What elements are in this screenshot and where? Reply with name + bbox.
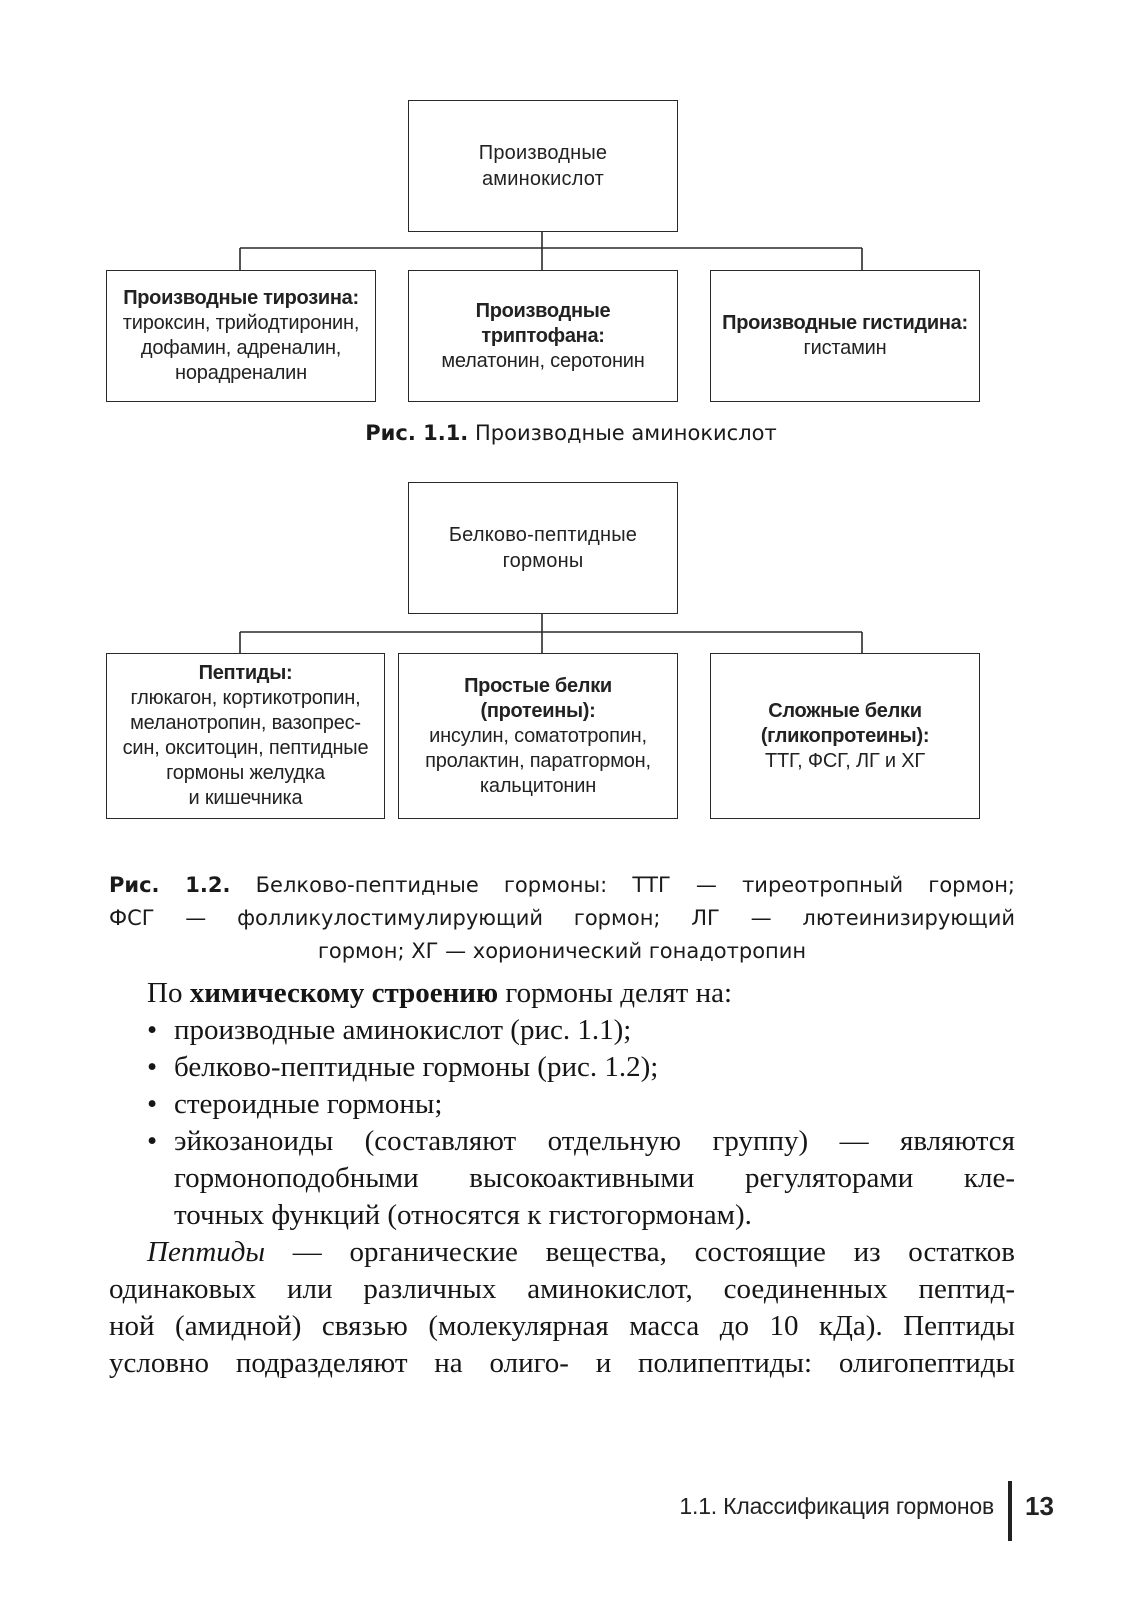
page-footer bbox=[0, 1481, 1142, 1541]
para-line-2: одинаковых или различных аминокислот, соединенных пептид- bbox=[109, 1273, 1015, 1305]
bullet-text-2: белково-пептидные гормоны (рис. 1.2); bbox=[174, 1051, 659, 1083]
bullet-text-3: стероидные гормоны; bbox=[174, 1088, 443, 1120]
para-italic-term: Пептиды bbox=[147, 1236, 266, 1268]
figure2-caption-label: Рис. 1.2. bbox=[109, 873, 231, 897]
complex-proteins-line1: ТТГ, ФСГ, ЛГ и ХГ bbox=[764, 749, 926, 772]
para-line-1-rest: — органические вещества, состоящие из остатков bbox=[265, 1236, 1015, 1268]
bullet-dot-icon: • bbox=[147, 1088, 158, 1120]
peptides-line3: син, окситоцин, пептидные bbox=[122, 737, 369, 759]
figure2-root-line2: гормоны bbox=[502, 550, 584, 572]
histidine-heading: Производные гистидина: bbox=[722, 312, 968, 334]
figure2-complex-proteins-box bbox=[710, 653, 980, 819]
bullet-item-4 bbox=[109, 1123, 1015, 1160]
figure2-root-line1: Белково-пептидные bbox=[448, 524, 638, 546]
tyrosine-line1: тироксин, трийодтиронин, bbox=[122, 312, 360, 334]
page-number: 13 bbox=[1025, 1491, 1054, 1521]
figure2-caption-line2: ФСГ — фолликулостимулирующий гормон; ЛГ — лютеинизирующий bbox=[109, 906, 1015, 930]
figure2-caption-text1: Белково-пептидные гормоны: ТТГ — тиреотропный гормон; bbox=[230, 873, 1015, 897]
figure1-root-line1: Производные bbox=[478, 142, 608, 164]
figure1-root-line2: аминокислот bbox=[481, 168, 605, 190]
figure1-caption-text: Производные аминокислот bbox=[468, 421, 777, 445]
tryptophan-heading: Производные триптофана: bbox=[475, 299, 611, 347]
bullet-item-2 bbox=[109, 1049, 1015, 1086]
complex-proteins-heading: Сложные белки bbox=[768, 699, 922, 722]
intro-line bbox=[109, 975, 1015, 1012]
simple-proteins-line3: кальцитонин bbox=[479, 774, 597, 797]
tyrosine-heading: Производные тирозина: bbox=[123, 287, 359, 309]
running-section-title: 1.1. Классификация гормонов bbox=[679, 1493, 994, 1519]
bullet-text-4: эйкозаноиды (составляют отдельную группу) — являются bbox=[174, 1125, 1015, 1157]
histidine-line1: гистамин bbox=[803, 337, 887, 359]
bullet-dot-icon: • bbox=[147, 1014, 158, 1046]
peptides-line1: глюкагон, кортикотропин, bbox=[130, 687, 361, 709]
figure2-simple-proteins-box bbox=[398, 653, 678, 819]
simple-proteins-line2: пролактин, паратгормон, bbox=[425, 749, 651, 772]
tryptophan-line1: мелатонин, серотонин bbox=[441, 349, 645, 372]
bullet-item-1 bbox=[109, 1012, 1015, 1049]
tyrosine-line2: дофамин, адреналин, bbox=[140, 337, 342, 359]
bullet-text-1: производные аминокислот (рис. 1.1); bbox=[174, 1014, 632, 1046]
bullet-item-3 bbox=[109, 1086, 1015, 1123]
body-text bbox=[109, 975, 1015, 1382]
bullet-dot-icon: • bbox=[147, 1051, 158, 1083]
figure1-caption-label: Рис. 1.1. bbox=[365, 421, 469, 445]
complex-proteins-heading2: (гликопротеины): bbox=[760, 724, 930, 747]
para-line-1 bbox=[109, 1234, 1015, 1271]
bullet-4-continuation-1: гормоноподобными высокоактивными регуляторами кле- bbox=[174, 1162, 1015, 1194]
intro-pre: По bbox=[147, 977, 190, 1009]
para-line-4: условно подразделяют на олиго- и полипептиды: олигопептиды bbox=[109, 1347, 1015, 1379]
figure2-root-box bbox=[408, 482, 678, 614]
bullet-4-continuation-2: точных функций (относятся к гистогормонам). bbox=[174, 1199, 752, 1231]
para-line-3: ной (амидной) связью (молекулярная масса до 10 кДа). Пептиды bbox=[109, 1310, 1015, 1342]
intro-post: гормоны делят на: bbox=[498, 977, 733, 1009]
footer-divider bbox=[1008, 1481, 1012, 1541]
intro-bold: химическому строению bbox=[189, 977, 499, 1009]
peptides-line5: и кишечника bbox=[188, 787, 303, 809]
bullet-dot-icon: • bbox=[147, 1125, 158, 1157]
peptides-line4: гормоны желудка bbox=[166, 762, 325, 784]
figure2-caption-line3: гормон; ХГ — хорионический гонадотропин bbox=[317, 939, 807, 963]
simple-proteins-line1: инсулин, соматотропин, bbox=[429, 724, 647, 747]
peptides-heading: Пептиды: bbox=[198, 662, 293, 684]
figure2-peptides-box bbox=[106, 653, 385, 819]
figure2-caption bbox=[109, 869, 1015, 968]
simple-proteins-heading: Простые белки (протеины): bbox=[464, 674, 612, 722]
figure2-caption-line1 bbox=[109, 869, 1015, 902]
peptides-line2: меланотропин, вазопрес- bbox=[130, 712, 361, 734]
tyrosine-line3: норадреналин bbox=[175, 362, 307, 384]
